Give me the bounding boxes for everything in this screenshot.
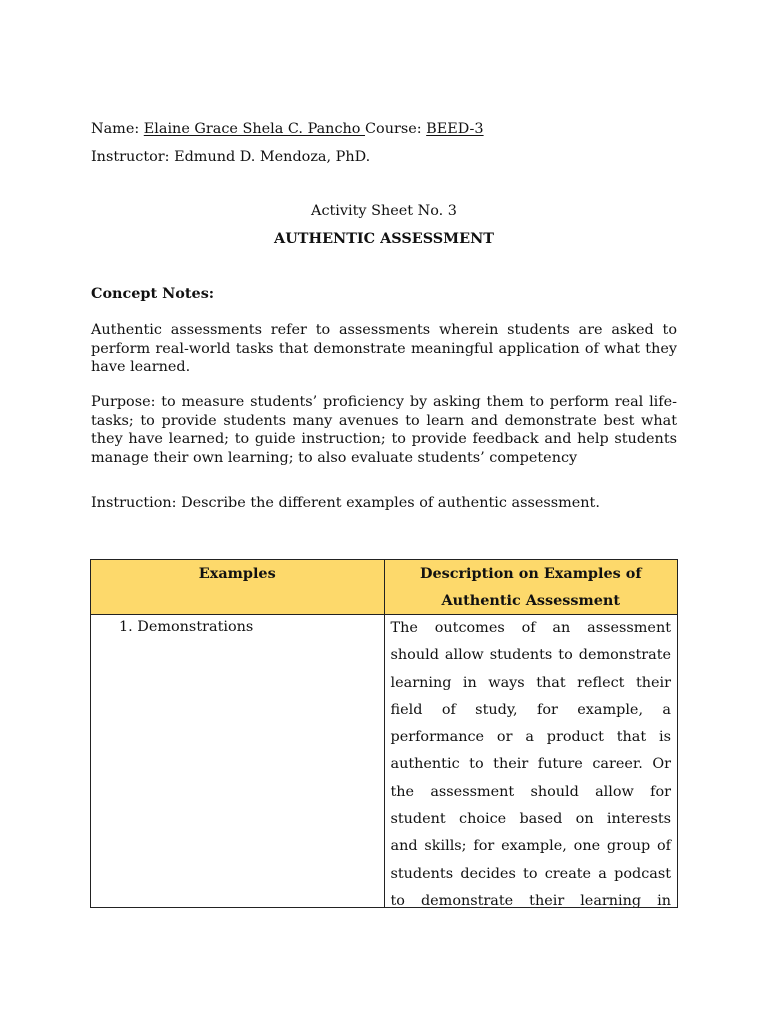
- instruction-text: Instruction: Describe the different examples of authentic assessment.: [91, 495, 600, 511]
- description-line: performance or a product that is: [390, 729, 671, 746]
- description-header: [384, 560, 678, 615]
- description-line: learning in ways that reflect their: [390, 674, 671, 691]
- description-cell: [384, 615, 678, 908]
- purpose-line: manage their own learning; to also evaluate students’ competency: [91, 449, 578, 466]
- name-label: Name:: [91, 121, 144, 137]
- purpose-paragraph: [91, 393, 677, 467]
- student-name: Elaine Grace Shela C. Pancho: [143, 121, 366, 137]
- concept-line: have learned.: [91, 359, 191, 375]
- concept-line: Authentic assessments refer to assessments wherein students are asked to: [91, 322, 677, 338]
- table-row: [91, 615, 678, 908]
- description-line: The outcomes of an assessment: [390, 620, 671, 636]
- example-cell: [91, 615, 385, 908]
- description-header-line: Description on Examples of: [419, 565, 642, 582]
- examples-header: Examples: [91, 560, 385, 615]
- purpose-line: tasks; to provide students many avenues to learn and demonstrate best what: [91, 412, 677, 429]
- description-line: authentic to their future career. Or: [390, 756, 671, 773]
- description-line: student choice based on interests: [390, 811, 671, 828]
- description-line: to demonstrate their learning in: [390, 892, 671, 907]
- description-line: should allow students to demonstrate: [390, 647, 671, 664]
- description-text: [385, 615, 678, 907]
- purpose-line: Purpose: to measure students’ proficiency by asking them to perform real life-: [91, 394, 677, 410]
- table-header-row: [91, 560, 678, 615]
- concept-paragraph: [91, 321, 677, 377]
- course-value: BEED-3: [426, 121, 484, 137]
- description-line: and skills; for example, one group of: [390, 838, 671, 855]
- description-line: students decides to create a podcast: [390, 865, 671, 882]
- description-line: field of study, for example, a: [390, 701, 671, 718]
- example-item: 1. Demonstrations: [119, 619, 254, 635]
- main-title: AUTHENTIC ASSESSMENT: [274, 230, 494, 247]
- course-label: Course:: [365, 121, 427, 137]
- name-course-line: [91, 120, 484, 138]
- purpose-line: they have learned; to guide instruction; to provide feedback and help students: [91, 431, 677, 447]
- concept-line: perform real-world tasks that demonstrate meaningful application of what they: [91, 340, 677, 357]
- instructor-line: Instructor: Edmund D. Mendoza, PhD.: [91, 149, 371, 165]
- description-line: the assessment should allow for: [390, 783, 671, 800]
- concept-heading: Concept Notes:: [91, 285, 215, 302]
- description-header-line: Authentic Assessment: [441, 592, 620, 609]
- activity-title: Activity Sheet No. 3: [311, 203, 457, 219]
- examples-table: [90, 559, 678, 908]
